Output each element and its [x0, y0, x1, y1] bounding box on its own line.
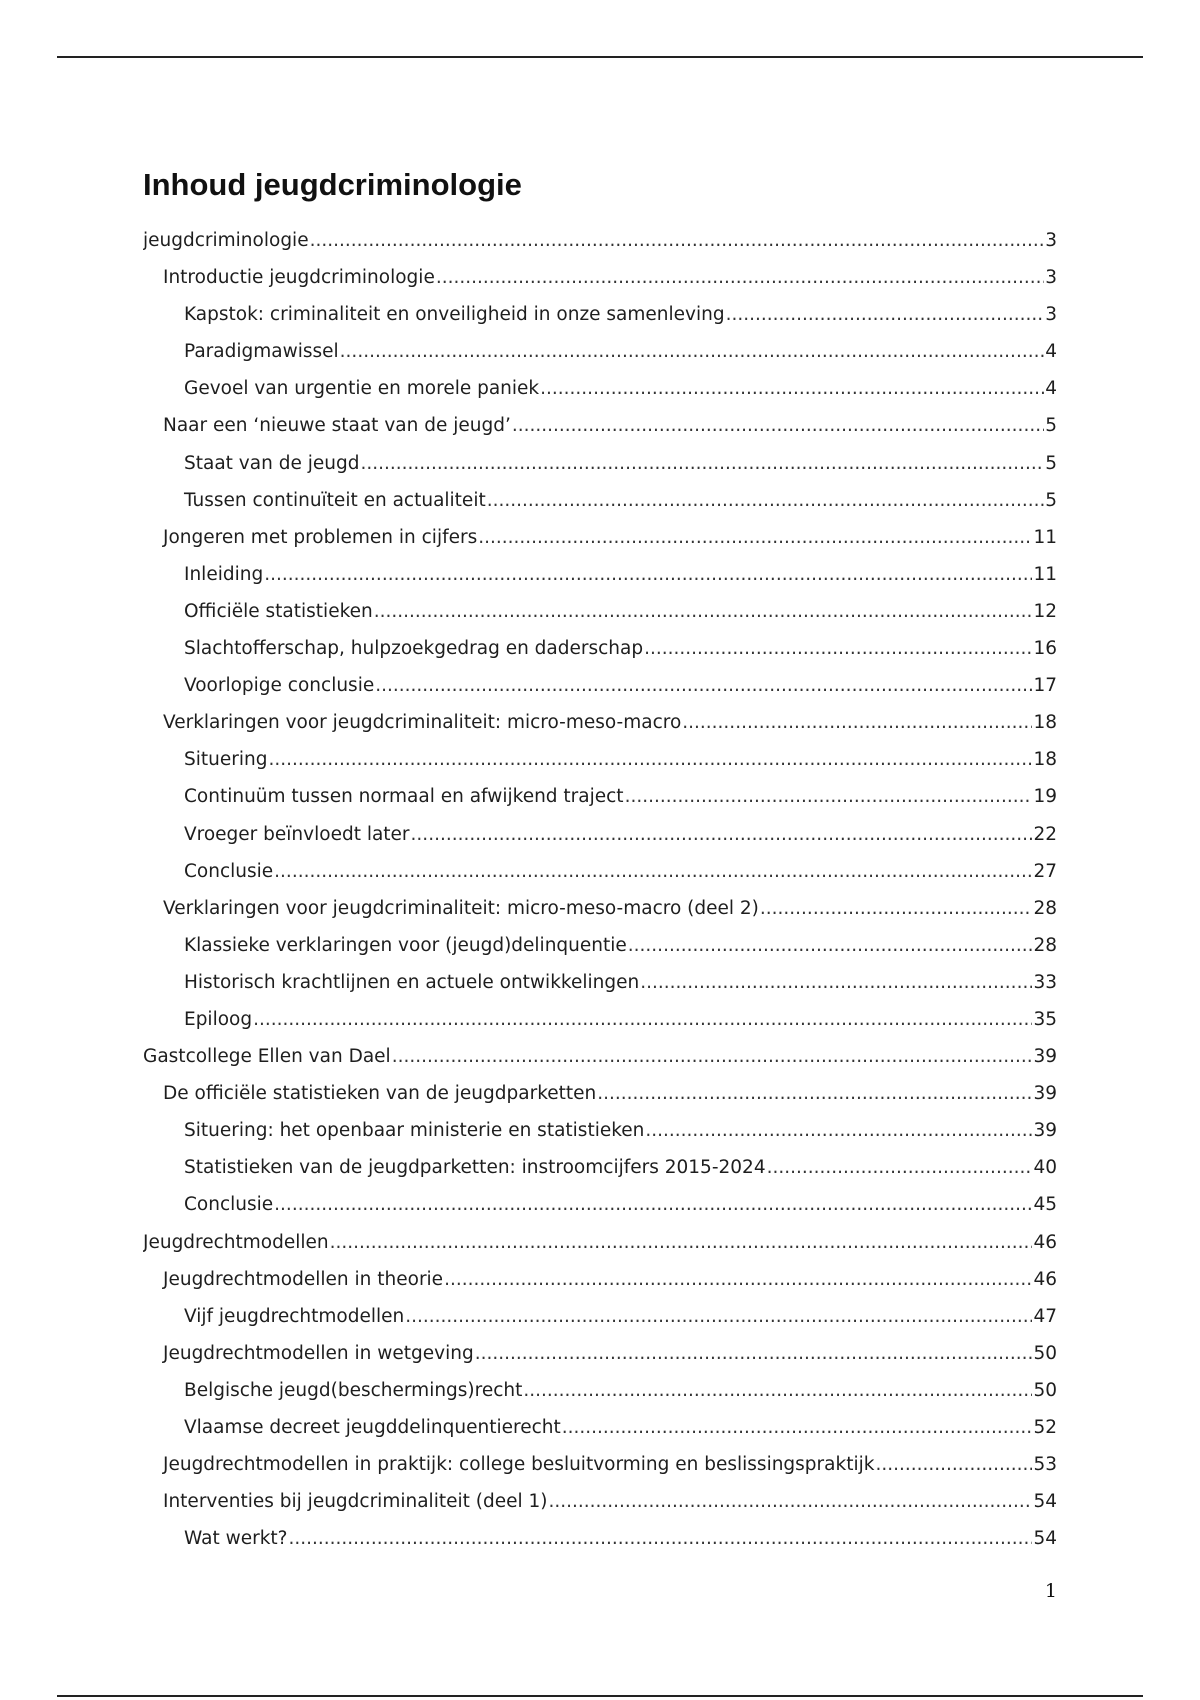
toc-entry-level-3[interactable] — [143, 927, 1057, 964]
toc-entry-page-number: 39 — [1033, 1120, 1057, 1142]
toc-entry-page-number: 33 — [1033, 971, 1057, 993]
toc-entry-page-number: 47 — [1033, 1305, 1057, 1327]
toc-entry-title: Officiële statistieken — [184, 600, 373, 622]
toc-entry-title: Slachtofferschap, hulpzoekgedrag en daderschap — [184, 638, 644, 660]
toc-dot-leader — [264, 556, 1032, 593]
toc-dot-leader — [645, 1112, 1032, 1149]
toc-entry-level-3[interactable] — [143, 630, 1057, 667]
toc-entry-title: Conclusie — [184, 1194, 274, 1216]
toc-dot-leader — [340, 333, 1045, 370]
toc-dot-leader — [625, 778, 1033, 815]
toc-entry-level-3[interactable] — [143, 964, 1057, 1001]
toc-entry-title: Jongeren met problemen in cijfers — [163, 526, 478, 548]
toc-entry-level-3[interactable] — [143, 556, 1057, 593]
toc-entry-page-number: 4 — [1045, 341, 1057, 363]
toc-dot-leader — [310, 222, 1045, 259]
toc-dot-leader — [375, 667, 1032, 704]
toc-entry-page-number: 50 — [1033, 1379, 1057, 1401]
toc-dot-leader — [640, 964, 1032, 1001]
toc-entry-page-number: 5 — [1045, 415, 1057, 437]
toc-entry-level-3[interactable] — [143, 1112, 1057, 1149]
toc-entry-page-number: 52 — [1033, 1417, 1057, 1438]
toc-entry-page-number: 18 — [1033, 712, 1057, 734]
toc-entry-page-number: 11 — [1033, 563, 1057, 585]
toc-entry-page-number: 16 — [1033, 638, 1057, 660]
toc-entry-page-number: 17 — [1033, 675, 1057, 697]
toc-entry-title: De officiële statistieken van de jeugdparketten — [163, 1083, 597, 1105]
toc-dot-leader — [487, 482, 1045, 519]
toc-entry-title: Naar een ‘nieuwe staat van de jeugd’ — [163, 415, 511, 437]
toc-entry-page-number: 5 — [1045, 452, 1057, 474]
toc-dot-leader — [767, 1149, 1033, 1186]
toc-entry-title: Introductie jeugdcriminologie — [163, 267, 435, 289]
toc-dot-leader — [405, 1298, 1032, 1335]
toc-entry-level-3[interactable] — [143, 1001, 1057, 1038]
toc-entry-level-3[interactable] — [143, 370, 1057, 407]
toc-dot-leader — [330, 1224, 1033, 1261]
toc-entry-page-number: 4 — [1045, 378, 1057, 400]
toc-entry-page-number: 39 — [1033, 1083, 1057, 1105]
toc-dot-leader — [392, 1038, 1033, 1075]
toc-entry-title: Tussen continuïteit en actualiteit — [184, 489, 486, 511]
toc-entry-page-number: 50 — [1033, 1342, 1057, 1364]
toc-entry-title: Klassieke verklaringen voor (jeugd)delinquentie — [184, 934, 627, 956]
toc-entry-title: Situering: het openbaar ministerie en statistieken — [184, 1120, 645, 1142]
toc-dot-leader — [523, 1372, 1032, 1409]
toc-entry-page-number: 3 — [1045, 304, 1057, 326]
toc-entry-page-number: 5 — [1045, 489, 1057, 511]
toc-dot-leader — [644, 630, 1032, 667]
toc-entry-title: Kapstok: criminaliteit en onveiligheid in onze samenleving — [184, 304, 725, 326]
toc-entry-title: Historisch krachtlijnen en actuele ontwikkelingen — [184, 971, 640, 993]
toc-dot-leader — [540, 370, 1044, 407]
toc-dot-leader — [268, 741, 1032, 778]
toc-entry-page-number: 35 — [1033, 1008, 1057, 1030]
toc-entry-title: Gastcollege Ellen van Dael — [143, 1046, 391, 1068]
toc-entry-title: Vijf jeugdrechtmodellen — [184, 1305, 405, 1327]
toc-entry-title: Voorlopige conclusie — [184, 675, 375, 697]
toc-entry-title: Verklaringen voor jeugdcriminaliteit: micro-meso-macro — [163, 712, 682, 734]
toc-entry-title: Jeugdrechtmodellen in theorie — [163, 1268, 444, 1290]
toc-entry-page-number: 11 — [1033, 526, 1057, 548]
toc-entry-level-3[interactable] — [143, 1149, 1057, 1186]
toc-entry-page-number: 19 — [1033, 786, 1057, 808]
toc-entry-level-3[interactable] — [143, 445, 1057, 482]
footer-rule — [57, 1695, 1143, 1697]
toc-entry-page-number: 18 — [1033, 749, 1057, 771]
document-page — [143, 160, 1057, 1557]
toc-dot-leader — [478, 519, 1032, 556]
toc-entry-title: Paradigmawissel — [184, 341, 339, 363]
toc-entry-level-3[interactable] — [143, 778, 1057, 815]
toc-entry-level-3[interactable] — [143, 1186, 1057, 1223]
toc-entry-level-3[interactable] — [143, 1372, 1057, 1409]
toc-entry-level-3[interactable] — [143, 296, 1057, 333]
toc-dot-leader — [682, 704, 1032, 741]
toc-entry-level-3[interactable] — [143, 482, 1057, 519]
toc-dot-leader — [253, 1001, 1032, 1038]
toc-entry-title: Interventies bij jeugdcriminaliteit (deel 1) — [163, 1491, 548, 1513]
toc-entry-page-number: 39 — [1033, 1046, 1057, 1068]
toc-entry-title: Vroeger beïnvloedt later — [184, 823, 410, 845]
toc-entry-title: Jeugdrechtmodellen in wetgeving — [163, 1342, 474, 1364]
toc-entry-title: Continuüm tussen normaal en afwijkend traject — [184, 786, 624, 808]
toc-entry-page-number: 3 — [1045, 230, 1057, 251]
toc-entry-level-2[interactable] — [143, 407, 1057, 444]
toc-entry-title: Verklaringen voor jeugdcriminaliteit: micro-meso-macro (deel 2) — [163, 897, 759, 919]
toc-dot-leader — [444, 1261, 1032, 1298]
toc-entry-title: Conclusie — [184, 860, 274, 882]
toc-entry-title: Inleiding — [184, 563, 264, 585]
toc-entry-level-3[interactable] — [143, 816, 1057, 853]
toc-entry-title: Gevoel van urgentie en morele paniek — [184, 378, 540, 400]
toc-entry-level-3[interactable] — [143, 1298, 1057, 1335]
toc-dot-leader — [548, 1483, 1032, 1520]
toc-entry-level-2[interactable] — [143, 519, 1057, 556]
toc-entry-level-3[interactable] — [143, 667, 1057, 704]
toc-dot-leader — [512, 407, 1044, 444]
toc-entry-page-number: 53 — [1033, 1454, 1057, 1476]
toc-dot-leader — [875, 1446, 1032, 1483]
page-number: 1 — [1044, 1580, 1057, 1602]
toc-entry-level-2[interactable] — [143, 1483, 1057, 1520]
toc-dot-leader — [288, 1520, 1032, 1557]
toc-entry-level-3[interactable] — [143, 1520, 1057, 1557]
table-of-contents — [143, 222, 1057, 1557]
toc-dot-leader — [274, 853, 1032, 890]
toc-dot-leader — [760, 890, 1033, 927]
toc-entry-page-number: 27 — [1033, 860, 1057, 882]
toc-entry-title: Statistieken van de jeugdparketten: instroomcijfers 2015-2024 — [184, 1157, 766, 1179]
toc-entry-page-number: 46 — [1033, 1268, 1057, 1290]
toc-entry-page-number: 45 — [1033, 1194, 1057, 1216]
toc-dot-leader — [597, 1075, 1032, 1112]
toc-entry-title: Vlaamse decreet jeugddelinquentierecht — [184, 1417, 561, 1438]
toc-entry-page-number: 54 — [1033, 1491, 1057, 1513]
toc-dot-leader — [726, 296, 1045, 333]
toc-entry-title: Epiloog — [184, 1008, 253, 1030]
toc-dot-leader — [628, 927, 1033, 964]
toc-entry-level-1[interactable] — [143, 1224, 1057, 1261]
toc-entry-level-1[interactable] — [143, 222, 1057, 259]
toc-entry-level-2[interactable] — [143, 1446, 1057, 1483]
toc-dot-leader — [475, 1335, 1033, 1372]
toc-entry-level-1[interactable] — [143, 1038, 1057, 1075]
toc-entry-page-number: 54 — [1033, 1528, 1057, 1550]
toc-heading: Inhoud jeugdcriminologie — [143, 167, 522, 202]
toc-entry-page-number: 40 — [1033, 1157, 1057, 1179]
toc-entry-level-3[interactable] — [143, 853, 1057, 890]
toc-entry-level-2[interactable] — [143, 1261, 1057, 1298]
toc-entry-page-number: 22 — [1033, 823, 1057, 845]
header-rule — [57, 56, 1143, 58]
toc-entry-title: Situering — [184, 749, 268, 771]
toc-dot-leader — [360, 445, 1044, 482]
toc-dot-leader — [562, 1409, 1033, 1446]
toc-entry-level-2[interactable] — [143, 1075, 1057, 1112]
toc-entry-title: Jeugdrechtmodellen — [143, 1231, 329, 1253]
toc-entry-level-3[interactable] — [143, 333, 1057, 370]
toc-entry-page-number: 46 — [1033, 1231, 1057, 1253]
toc-entry-level-3[interactable] — [143, 593, 1057, 630]
toc-entry-level-3[interactable] — [143, 1409, 1057, 1446]
toc-entry-page-number: 12 — [1033, 600, 1057, 622]
toc-entry-title: Belgische jeugd(beschermings)recht — [184, 1379, 523, 1401]
toc-entry-title: Staat van de jeugd — [184, 452, 360, 474]
toc-entry-title: Jeugdrechtmodellen in praktijk: college besluitvorming en beslissingspraktijk — [163, 1454, 875, 1476]
toc-entry-title: Wat werkt? — [184, 1528, 288, 1550]
toc-entry-page-number: 28 — [1033, 897, 1057, 919]
toc-dot-leader — [436, 259, 1044, 296]
toc-entry-level-2[interactable] — [143, 890, 1057, 927]
toc-entry-level-2[interactable] — [143, 1335, 1057, 1372]
toc-entry-level-2[interactable] — [143, 704, 1057, 741]
toc-dot-leader — [274, 1186, 1032, 1223]
toc-entry-level-2[interactable] — [143, 259, 1057, 296]
toc-entry-page-number: 28 — [1033, 934, 1057, 956]
toc-dot-leader — [411, 816, 1033, 853]
toc-dot-leader — [374, 593, 1033, 630]
toc-entry-level-3[interactable] — [143, 741, 1057, 778]
toc-entry-page-number: 3 — [1045, 267, 1057, 289]
toc-entry-title: jeugdcriminologie — [143, 230, 309, 251]
